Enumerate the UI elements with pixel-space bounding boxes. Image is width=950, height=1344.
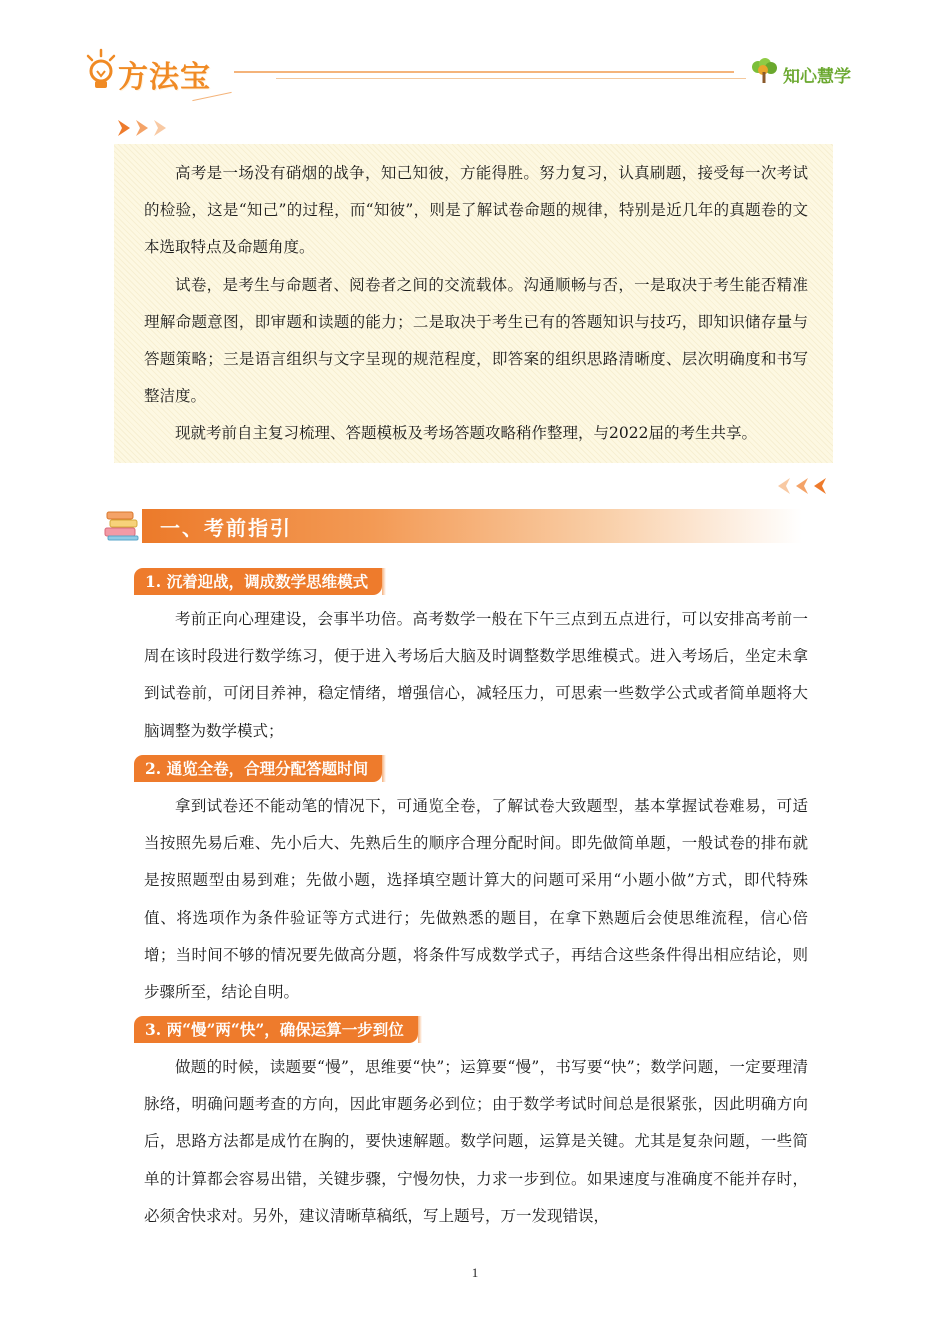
intro-box bbox=[114, 144, 833, 463]
page-number: 1 bbox=[471, 1265, 479, 1280]
header-divider bbox=[234, 71, 734, 73]
section-header-bar bbox=[142, 509, 802, 543]
tree-logo-icon bbox=[748, 58, 780, 84]
section-title: 一、考前指引 bbox=[160, 516, 292, 540]
header-divider-thin bbox=[276, 78, 746, 79]
partner-logo-text: 知心慧学 bbox=[783, 67, 851, 87]
intro-paragraph: 试卷，是考生与命题者、阅卷者之间的交流载体。沟通顺畅与否，一是取决于考生能否精准理解命题意图，即审题和读题的能力；二是取决于考生已有的答题知识与技巧，即知识储存量与答题策略；三是语言组织与文字呈现的规范程度，即答案的组织思路清晰度、层次明确度和书写整洁度。 bbox=[144, 275, 808, 406]
subsection-heading-1: 1. 沉着迎战，调成数学思维模式 bbox=[134, 568, 382, 595]
subsection-heading-2: 2. 通览全卷，合理分配答题时间 bbox=[134, 755, 382, 782]
triple-arrow-right-icon bbox=[118, 120, 174, 136]
subsection-body-3: 做题的时候，读题要“慢”，思维要“快”；运算要“慢”，书写要“快”；数学问题，一定要理清脉络，明确问题考查的方向，因此审题务必到位；由于数学考试时间总是很紧张，因此明确方向后，思路方法都是成竹在胸的，要快速解题。数学问题，运算是关键。尤其是复杂问题，一些简单的计算都会容易出错，关键步骤，宁慢勿快，力求一步到位。如果速度与准确度不能并存时，必须舍快求对。另外，建议清晰草稿纸，写上题号，万一发现错误， bbox=[144, 1058, 808, 1225]
brand-logo-text: 方法宝 bbox=[118, 60, 211, 95]
books-stack-icon bbox=[104, 510, 140, 542]
triple-arrow-left-icon bbox=[776, 478, 832, 494]
intro-text bbox=[144, 155, 808, 453]
intro-paragraph: 现就考前自主复习梳理、答题模板及考场答题攻略稍作整理，与2022届的考生共享。 bbox=[175, 424, 757, 443]
subsection-heading-3: 3. 两“慢”两“快”，确保运算一步到位 bbox=[134, 1016, 418, 1043]
intro-paragraph: 高考是一场没有硝烟的战争，知己知彼，方能得胜。努力复习，认真刷题，接受每一次考试的检验，这是“知己”的过程，而“知彼”，则是了解试卷命题的规律，特别是近几年的真题卷的文本选取特点及命题角度。 bbox=[144, 164, 808, 257]
subsection-body-2: 拿到试卷还不能动笔的情况下，可通览全卷，了解试卷大致题型，基本掌握试卷难易，可适当按照先易后难、先小后大、先熟后生的顺序合理分配时间。即先做简单题，一般试卷的排布就是按照题型由易到难；先做小题，选择填空题计算大的问题可采用“小题小做”方式，即代特殊值、将选项作为条件验证等方式进行；先做熟悉的题目，在拿下熟题后会使思维流程，信心倍增；当时间不够的情况要先做高分题，将条件写成数学式子，再结合这些条件得出相应结论，则步骤所至，结论自明。 bbox=[144, 797, 808, 1002]
subsection-body-1: 考前正向心理建设，会事半功倍。高考数学一般在下午三点到五点进行，可以安排高考前一周在该时段进行数学练习，便于进入考场后大脑及时调整数学思维模式。进入考场后，坐定未拿到试卷前，可闭目养神，稳定情绪，增强信心，减轻压力，可思索一些数学公式或者简单题将大脑调整为数学模式； bbox=[144, 610, 808, 740]
page-header bbox=[0, 0, 950, 110]
lightbulb-icon bbox=[84, 48, 118, 94]
